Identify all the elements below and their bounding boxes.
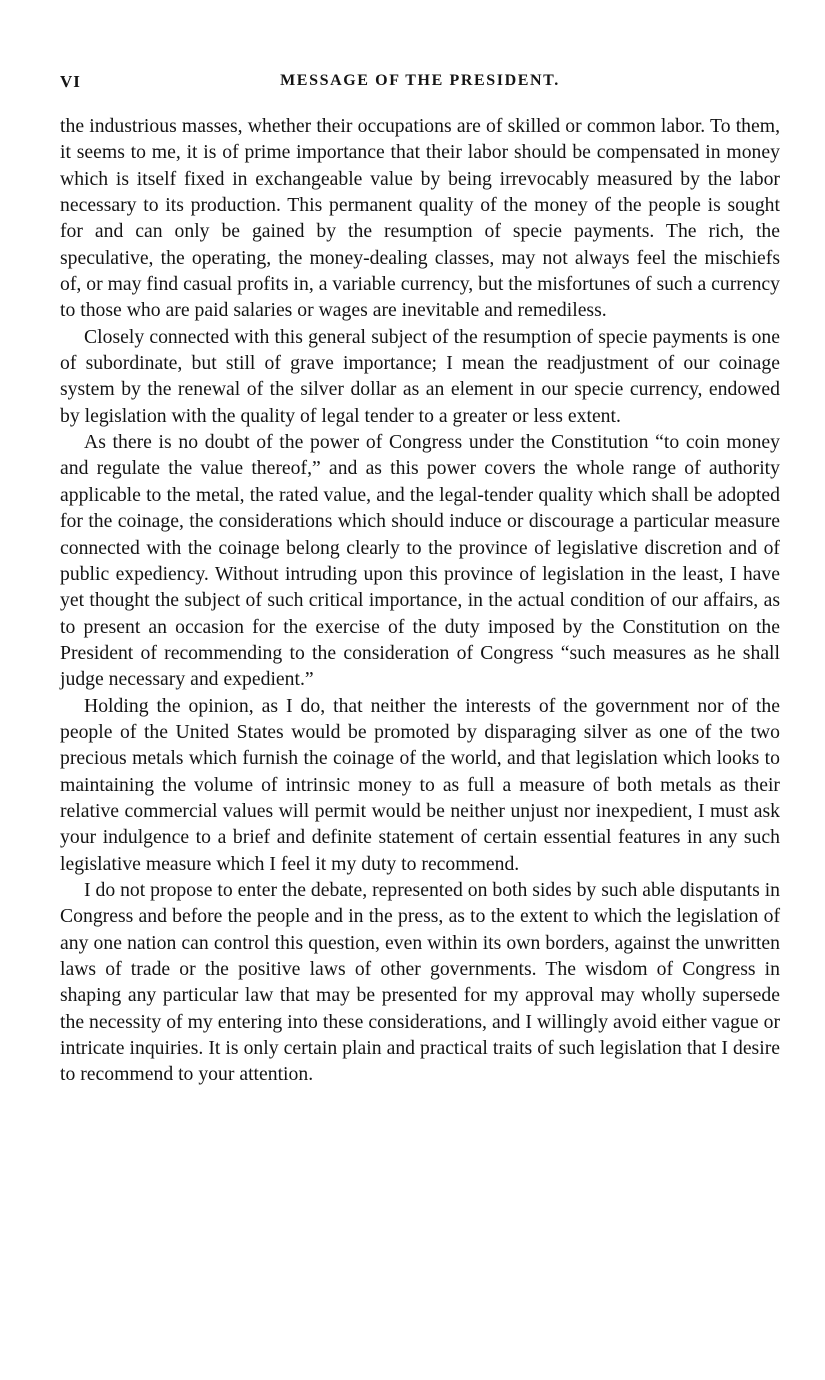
paragraph-2: Closely connected with this general subject of the resumption of specie payments is one of subordinate, but still of grave importance; I mean the readjustment of our coinage system by the renewal of the silver dollar as an element in our specie currency, endowed by legislation with the quality of legal tender to a greater or less extent. xyxy=(60,325,780,427)
running-title: MESSAGE OF THE PRESIDENT. xyxy=(280,72,560,89)
body-text xyxy=(60,113,780,1088)
page-number: VI xyxy=(60,72,81,91)
running-header xyxy=(60,72,780,98)
paragraph-1: the industrious masses, whether their occupations are of skilled or common labor. To them, it seems to me, it is of prime importance that their labor should be compensated in money which is itself fixed in exchangeable value by being irrevocably measured by the labor necessary to its production. This permanent quality of the money of the people is sought for and can only be gained by the resumption of specie payments. The rich, the speculative, the operating, the money-dealing classes, may not always feel the mischiefs of, or may find casual profits in, a variable currency, but the misfortunes of such a currency to those who are paid salaries or wages are inevitable and remediless. xyxy=(60,115,780,322)
paragraph-5: I do not propose to enter the debate, represented on both sides by such able disputants in Congress and before the people and in the press, as to the extent to which the legislation of any one nation can control this question, even within its own borders, against the unwritten laws of trade or the positive laws of other governments. The wisdom of Congress in shaping any particular law that may be presented for my approval may wholly supersede the necessity of my entering into these considerations, and I willingly avoid either vague or intricate inquiries. It is only certain plain and practical traits of such legislation that I desire to recommend to your attention. xyxy=(60,878,781,1086)
paragraph-4: Holding the opinion, as I do, that neither the interests of the government nor of the people of the United States would be promoted by disparaging silver as one of the two precious metals which furnish the coinage of the world, and that legislation which looks to maintaining the volume of intrinsic money to as full a measure of both metals as their relative commercial values will permit would be neither unjust nor inexpedient, I must ask your indulgence to a brief and definite statement of certain essential features in any such legislative measure which I feel it my duty to recommend. xyxy=(60,694,780,875)
paragraph-3: As there is no doubt of the power of Congress under the Constitution “to coin money and regulate the value thereof,” and as this power covers the whole range of authority applicable to the metal, the rated value, and the legal-tender quality which shall be adopted for the coinage, the considerations which should induce or discourage a particular measure connected with the coinage belong clearly to the province of legislative discretion and of public expediency. Without intruding upon this province of legislation in the least, I have yet thought the subject of such critical importance, in the actual condition of our affairs, as to present an occasion for the exercise of the duty imposed by the Constitution on the President of recommending to the consideration of Congress “such measures as he shall judge necessary and expedient.” xyxy=(60,431,780,691)
